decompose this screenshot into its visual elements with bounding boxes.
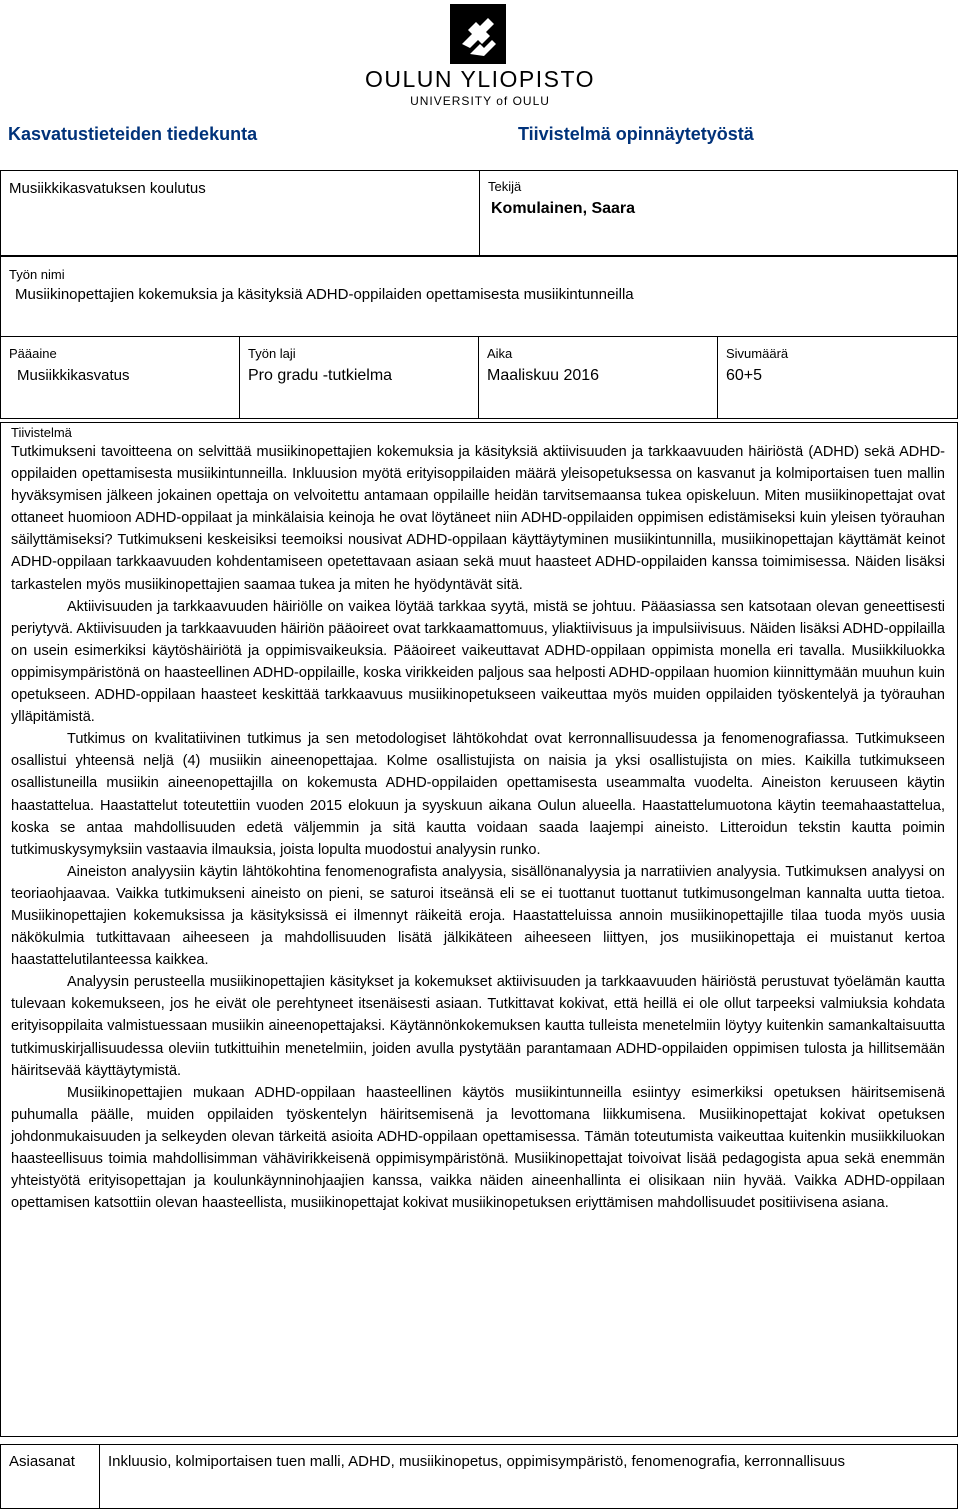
abstract-paragraph-1: Tutkimukseni tavoitteena on selvittää musiikinopettajien kokemuksia ja käsityksiä aktiivisuuden ja tarkkaavuuden häiriöstä (ADHD) sekä ADHD-oppilaiden opettamisesta musiikintunneilla. Inkluusion myötä erityisoppilaiden määrä yleisopetuksessa on kasvanut ja kolmiportaisen tuen mallin hyväksymisen jälkeen jokainen opettaja on velvoitettu antamaan oppilaille heidän tarvitsemaansa tukea opiskeluun. Miten musiikinopettajat ovat ottaneet huomioon ADHD-oppilaat ja minkälaisia keinoja he ovat löytäneet niin ADHD-oppilaiden oppimisen edistämiseksi kuin yleisen työrauhan säilyttämiseksi? Tutkimukseni keskeisiksi teemoiksi nousivat ADHD-oppilaan käyttäytyminen musiikintunnilla, musiikinopettajan käyttämät keinot ADHD-oppilaan tarkkaavuuden kohdentamiseen opetettavaan asiaan sekä muut haasteet ADHD-oppilaiden kanssa toimimisessa. Näiden lisäksi tarkastelen myös musiikinopettajien saamaa tukea ja miten he hyödyntävät sitä. [11, 444, 945, 593]
title-cell [1, 257, 958, 337]
abstract-paragraph-6: Musiikinopettajien mukaan ADHD-oppilaan haasteellinen käytös musiikintunneilla esiintyy esimerkiksi opetuksen häiritsemisenä puhumalla päälle, muiden oppilaiden työskentelyn häiritsemisenä ja levottomana liikkumisena. Musiikinopettajat kokivat opetuksen johdonmukaisuuden ja selkeyden olevan tärkeitä asioita ADHD-oppilaan opettamisessa. Tämän toteutumista vaikeuttaa kuitenkin musiikkiluokan haasteellisuus toimia mahdollisimman vähävirikkeisenä oppimisympäristönä. Musiikinopettajat toivoivat lisää pedagogista apua sekä enemmän yhteistyötä erityisopettajan ja koulunkäynninohjaajien kanssa, vaikka näiden aineenhallinta ei olisikaan niin hyvää. Vaikka ADHD-oppilaan opettamisen katsottiin olevan haasteellista, musiikinopettajat kokivat musiikinopetuksen eriyttämisen mahdollisuudet positiivisena asiana. [11, 1084, 945, 1212]
major-label: Pääaine [9, 346, 57, 361]
abstract-box [0, 422, 958, 1437]
author-label: Tekijä [488, 179, 522, 194]
pages-label: Sivumäärä [726, 346, 789, 361]
program-cell [1, 171, 480, 256]
program-author-table [0, 170, 958, 256]
university-logo [0, 2, 960, 112]
time-label: Aika [487, 346, 513, 361]
meta-table [0, 336, 958, 419]
meta-cell-major [1, 337, 240, 419]
program-value: Musiikkikasvatuksen koulutus [9, 180, 206, 197]
keywords-label: Asiasanat [1, 1445, 100, 1509]
work-type-label: Työn laji [248, 346, 296, 361]
work-type-value: Pro gradu -tutkielma [248, 367, 393, 384]
title-value: Musiikinopettajien kokemuksia ja käsityksiä ADHD-oppilaiden opettamisesta musiikintunneilla [15, 286, 634, 303]
meta-cell-work-type [240, 337, 479, 419]
pages-value: 60+5 [726, 367, 763, 384]
document-type-title: Tiivistelmä opinnäytetyöstä [518, 124, 754, 144]
abstract-paragraph-3: Tutkimus on kvalitatiivinen tutkimus ja sen metodologiset lähtökohdat ovat kerronnallisuudessa ja fenomenografiassa. Tutkimukseen osallistui yhteensä neljä (4) musiikin aineenopettajaa. Kolme osallistujista on naisia ja yksi osallistujista on mies. Kaikilla tutkimukseen osallistuneilla musiikin aineenopettajilla on kokemusta ADHD-oppilaiden opettamisesta useammalta vuodelta. Aineiston keruuseen käytin haastattelua. Haastattelut toteutettiin vuoden 2015 elokuun ja syyskuun aikana Oulun alueella. Haastattelumuotona käytin teemahaastattelua, koska se antaa mahdollisuuden edetä väljemmin ja sitä kautta voidaan saada laajempi aineisto. Litteroidun tekstin kautta poimin tutkimuskysymyksiin vastaavia ilmauksia, joista lopulta muodostui analyysin runko. [11, 731, 945, 858]
faculty-title: Kasvatustieteiden tiedekunta [8, 124, 258, 144]
major-value: Musiikkikasvatus [17, 367, 130, 384]
abstract-paragraph-4: Aineiston analyysiin käytin lähtökohtina fenomenografista analyysia, sisällönanalyysia ja narratiivien analyysia. Tutkimuksen analyysi on teoriaohjaavaa. Vaikka tutkimukseni aineisto on pieni, se saturoi itseänsä eli se ei tuottanut tuottanut tutkimusongelman kannalta uutta tietoa. Musiikinopettajien kokemuksissa ja käsityksissä ei ilmennyt räikeitä eroja. Haastatteluissa annoin musiikinopettajille tilaa tuoda myös uusia näkökulmia tutkittavaan aiheeseen ja mahdollisuuden lisätä jälkikäteen aiheeseen liittyen, jos musiikinopettaja ei muistanut kertoa haastattelutilanteessa kaikkea. [11, 863, 945, 969]
abstract-paragraph-2: Aktiivisuuden ja tarkkaavuuden häiriölle on vaikea löytää tarkkaa syytä, mistä se johtuu. Pääasiassa sen katsotaan olevan geneettisesti periytyvä. Aktiivisuuden ja tarkkaavuuden häiriön pääoireet ovat tarkkaamattomuus, yliaktiivisuus ja impulsiivisuus. Näiden lisäksi ADHD-oppilailla on usein esimerkiksi käytöshäiriötä ja oppimisvaikeuksia. Pääoireet vaikeuttavat ADHD-oppilaan oppimista monella eri tavalla. Musiikkiluokka oppimisympäristönä on haasteellinen ADHD-oppilaille, koska virikkeiden paljous saa helposti ADHD-oppilaan huomion kiinnittymään muuhun kuin opetukseen. ADHD-oppilaan haasteet keskittää tarkkaavuus musiikinopetukseen vaikeuttaa myös muiden oppilaiden työskentelyä ja työrauhan ylläpitämistä. [11, 598, 945, 726]
keywords-table [0, 1444, 958, 1509]
meta-cell-pages [718, 337, 958, 419]
university-name-fi: OULUN YLIOPISTO [365, 66, 595, 92]
abstract-paragraph-5: Analyysin perusteella musiikinopettajien käsitykset ja kokemukset aktiivisuuden ja tarkkaavuuden häiriöstä perustuvat työelämän kautta tulevaan kokemukseen, jos he eivät ole perehtyneet itsenäisesti asiaan. Tutkittavat kokivat, että heillä ei ole ollut tarpeeksi valmiuksia kohdata erityisoppilaita valmistuessaan musiikin aineenopettajaksi. Käytännönkokemuksen kautta tulleista menetelmiin löytyy kuitenkin samankaltaisuutta tutkimuskirjallisuudessa oleviin tutkittuihin menetelmiin, joiden avulla pystytään parantamaan ADHD-oppilaiden oppimisen tulosta ja hillitsemään häiritsevää käyttäytymistä. [11, 974, 945, 1079]
author-cell [480, 171, 958, 256]
time-value: Maaliskuu 2016 [487, 367, 600, 384]
keywords-value: Inkluusio, kolmiportaisen tuen malli, ADHD, musiikinopetus, oppimisympäristö, fenomenografia, kerronnallisuus [100, 1445, 958, 1509]
university-name-en: UNIVERSITY of OULU [410, 94, 550, 108]
title-label: Työn nimi [9, 267, 65, 282]
meta-cell-time [479, 337, 718, 419]
abstract-label: Tiivistelmä [11, 425, 72, 440]
university-emblem-icon [450, 4, 506, 64]
title-table [0, 256, 958, 337]
author-value: Komulainen, Saara [491, 200, 636, 217]
